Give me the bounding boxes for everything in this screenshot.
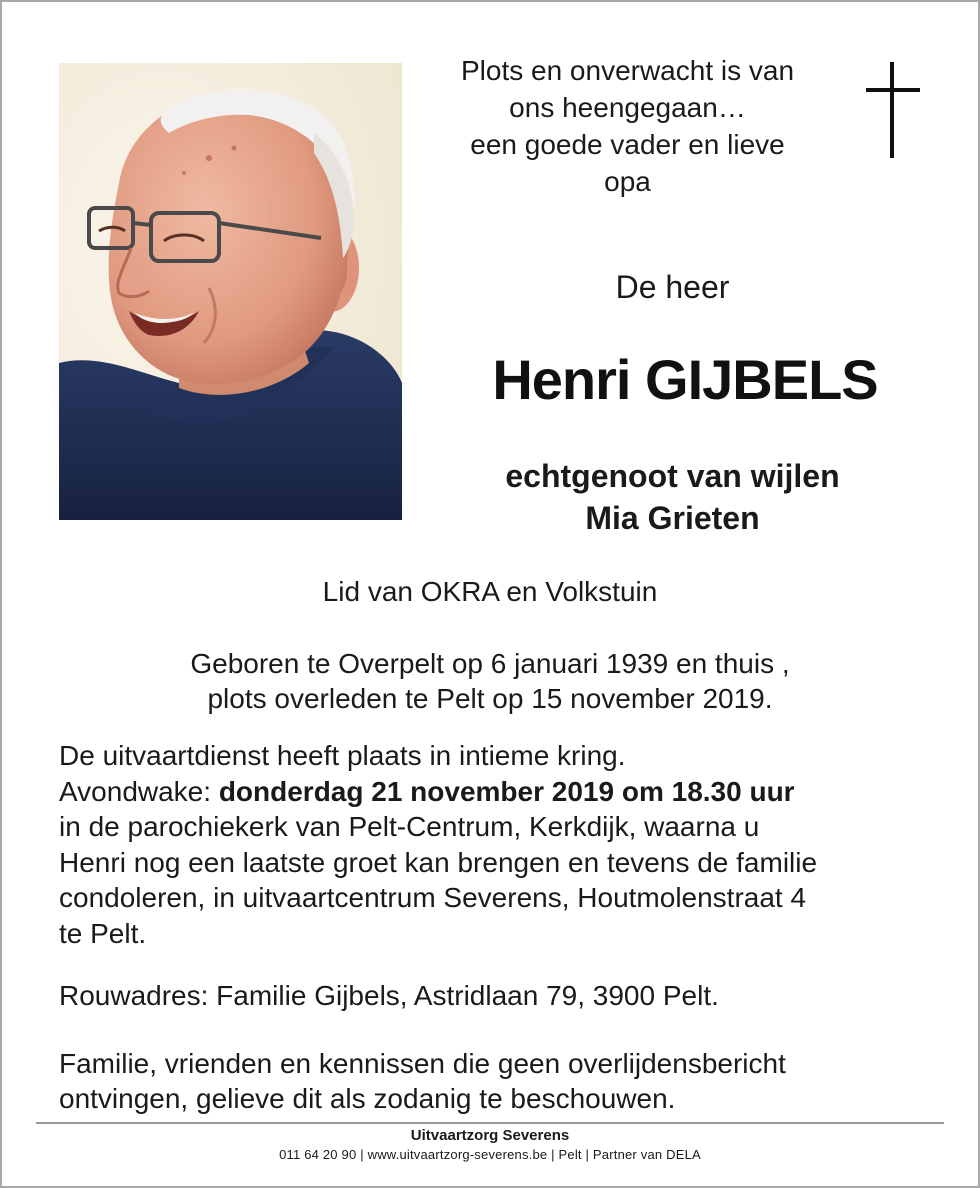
cross-icon	[864, 62, 922, 158]
notice-line: Familie, vrienden en kennissen die geen overlijdensbericht	[59, 1048, 786, 1079]
ceremony-line: De uitvaartdienst heeft plaats in intieme kring.	[59, 740, 626, 771]
intro-text	[420, 52, 835, 200]
intro-line: een goede vader en lieve	[470, 129, 785, 160]
footer-divider	[36, 1122, 944, 1124]
notice-line: ontvingen, gelieve dit als zodanig te beschouwen.	[59, 1083, 676, 1114]
honorific: De heer	[615, 269, 730, 305]
skin-spot	[206, 155, 212, 161]
spouse-relation: echtgenoot van wijlen	[505, 458, 840, 494]
notice-text	[59, 1046, 939, 1116]
birth-line: Geboren te Overpelt op 6 januari 1939 en thuis ,	[190, 648, 790, 679]
membership: Lid van OKRA en Volkstuin	[322, 576, 658, 607]
ceremony-line: Henri nog een laatste groet kan brengen en tevens de familie	[59, 846, 818, 878]
wake-datetime: donderdag 21 november 2019 om 18.30 uur	[218, 775, 795, 807]
intro-line: Plots en onverwacht is van	[460, 55, 795, 86]
skin-spot	[232, 146, 237, 151]
ceremony-line: te Pelt.	[59, 917, 147, 949]
intro-line: ons heengegaan…	[509, 92, 746, 123]
intro-line: opa	[604, 166, 651, 197]
death-line: plots overleden te Pelt op 15 november 2019.	[207, 683, 773, 714]
company-contact: 011 64 20 90 | www.uitvaartzorg-severens.be | Pelt | Partner van DELA	[279, 1147, 701, 1162]
ceremony-details	[59, 738, 939, 951]
ceremony-line: in de parochiekerk van Pelt-Centrum, Kerkdijk, waarna u	[59, 811, 760, 842]
birth-death-info	[0, 646, 980, 716]
wake-line	[59, 774, 939, 810]
mourning-address: Rouwadres: Familie Gijbels, Astridlaan 79, 3900 Pelt.	[59, 980, 719, 1011]
deceased-name: Henri GIJBELS	[492, 348, 878, 411]
skin-spot	[182, 171, 186, 175]
spouse-name: Mia Grieten	[585, 500, 760, 536]
portrait-photo	[59, 63, 402, 520]
wake-label: Avondwake:	[59, 775, 219, 807]
ceremony-line: condoleren, in uitvaartcentrum Severens, Houtmolenstraat 4	[59, 882, 807, 913]
spouse-info	[420, 455, 925, 539]
company-name: Uitvaartzorg Severens	[410, 1127, 570, 1144]
